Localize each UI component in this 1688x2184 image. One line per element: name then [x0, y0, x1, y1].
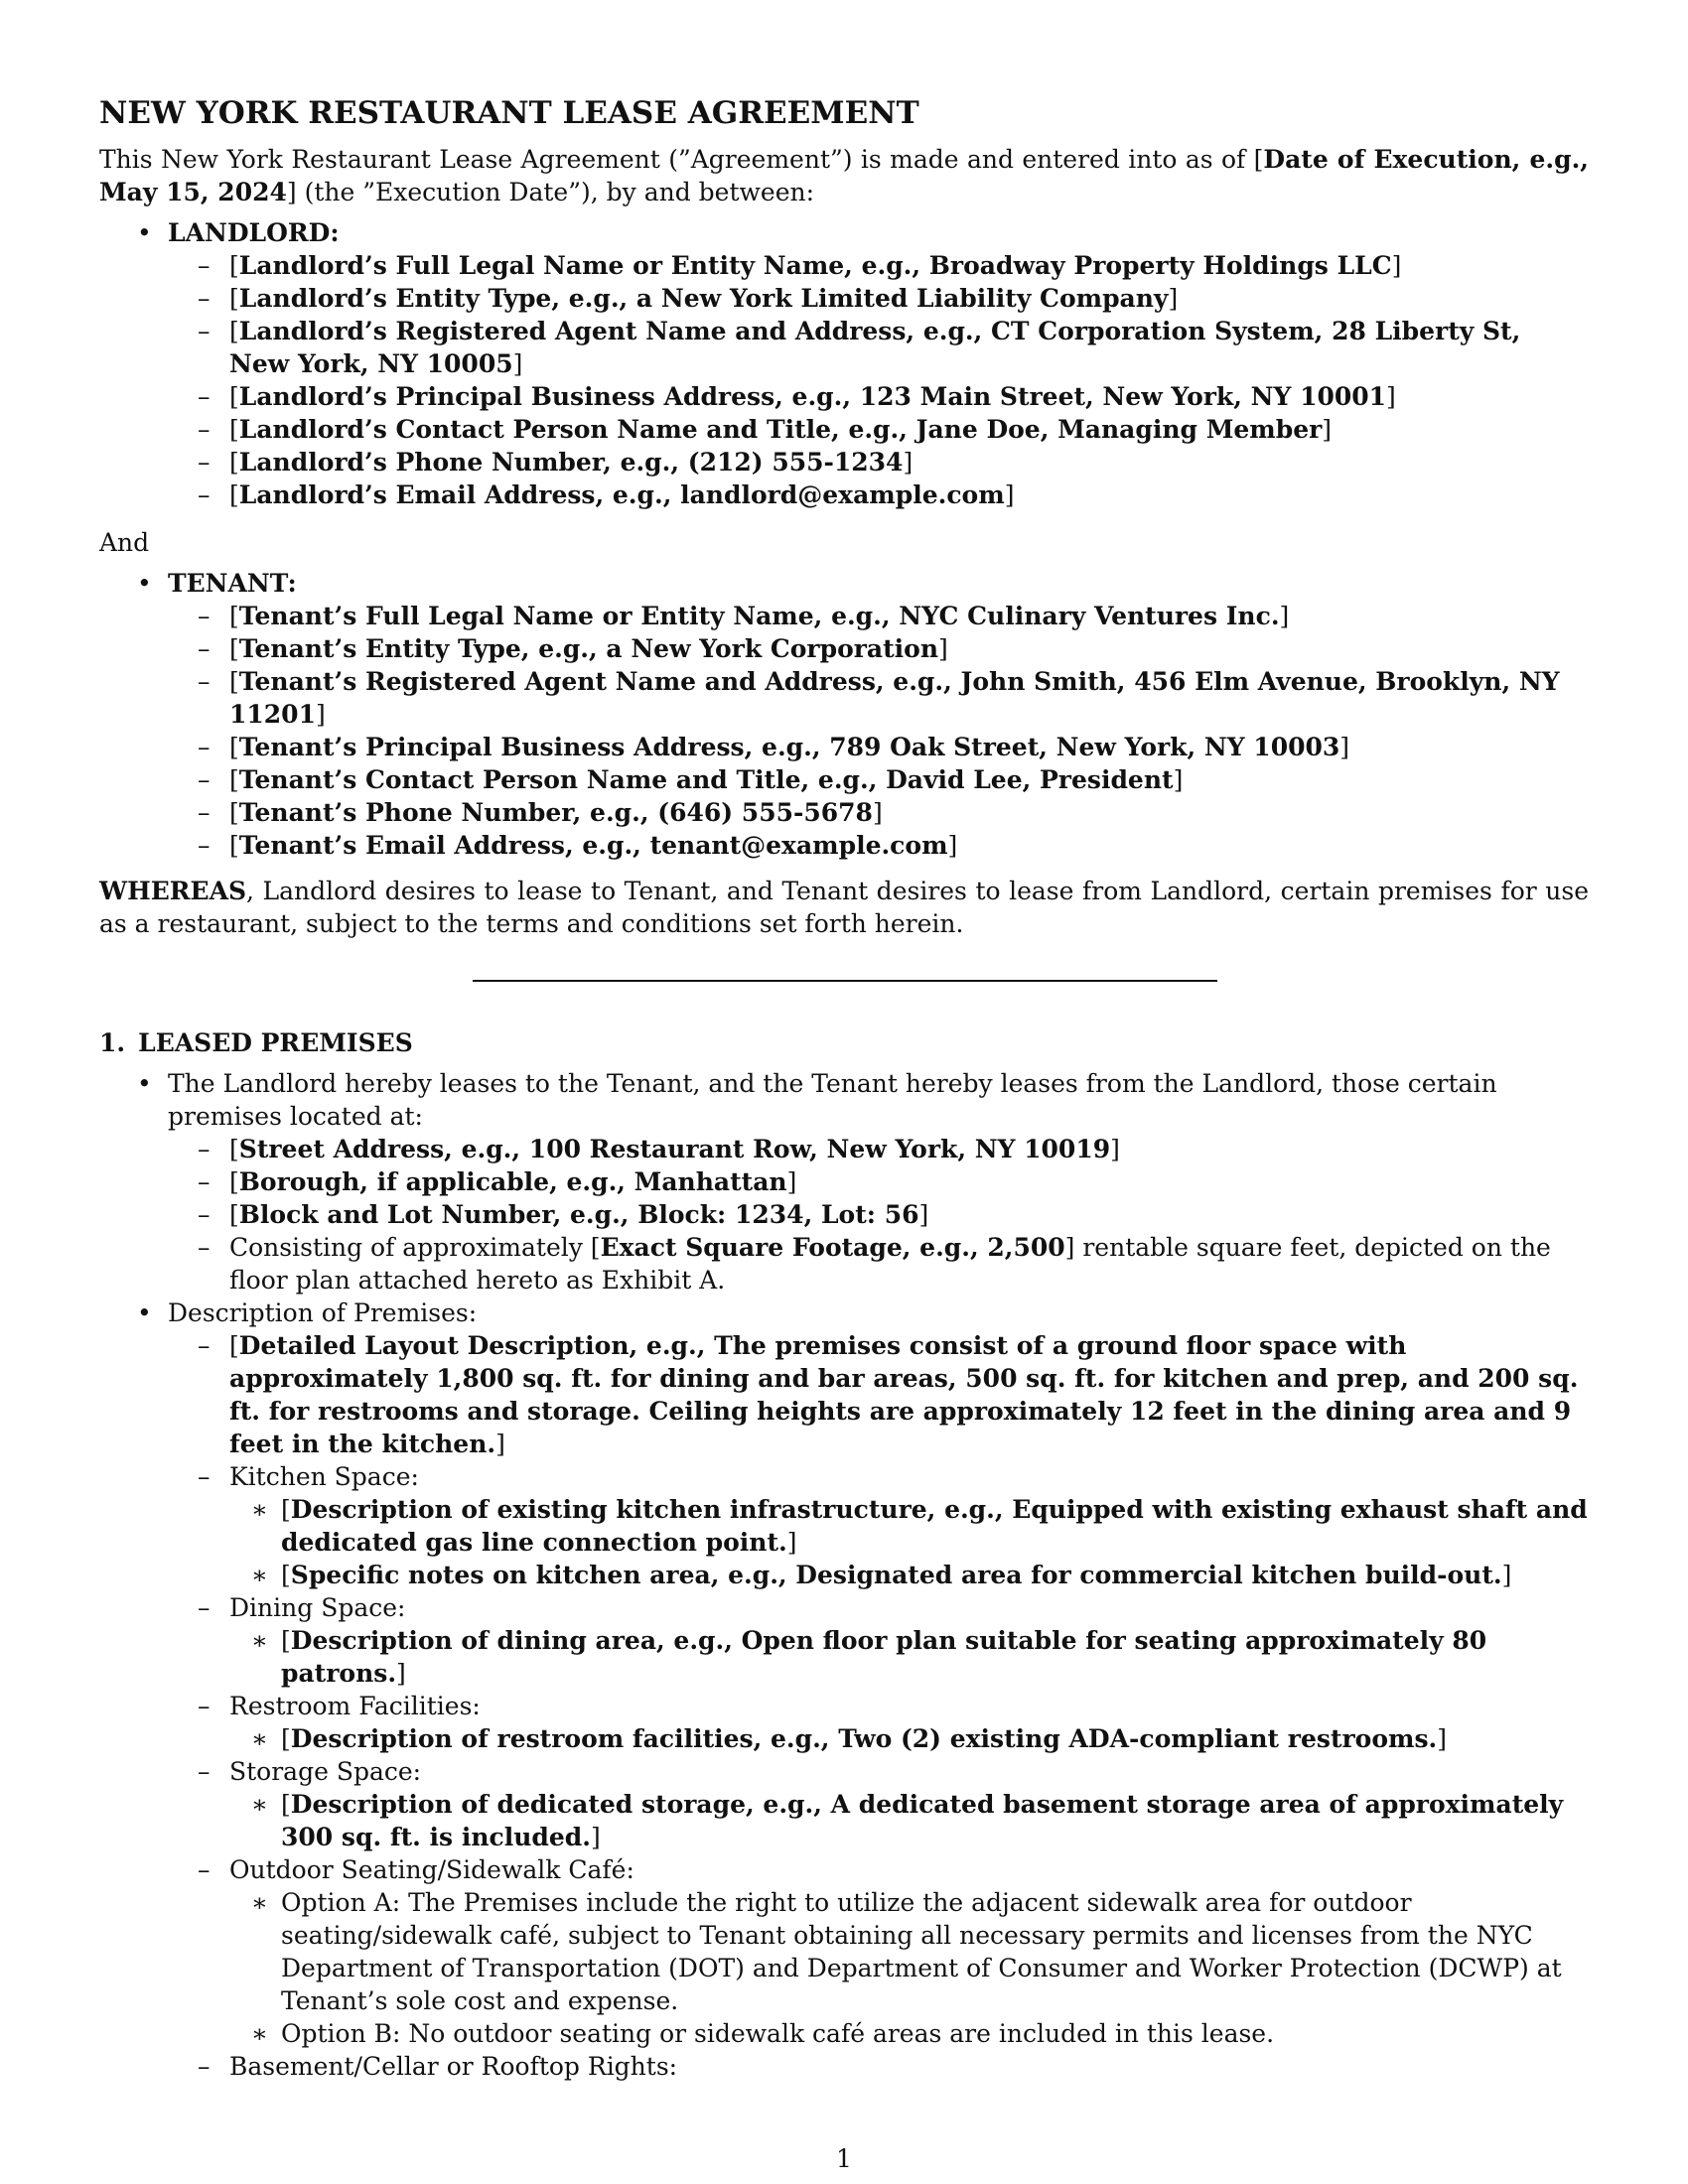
list-item [168, 1231, 1589, 1297]
placeholder: Tenant’s Contact Person Name and Title, e.g., David Lee, President [238, 765, 1174, 794]
list-item: – [Tenant’s Entity Type, e.g., a New York Corporation] [168, 632, 1589, 665]
section-1-list [99, 1067, 1589, 2083]
list-item [229, 2017, 1589, 2050]
basement-label: Basement/Cellar or Rooftop Rights: [229, 2052, 678, 2081]
landlord-label: LANDLORD: [168, 218, 340, 247]
document-body [99, 93, 1589, 2083]
restroom-list [229, 1722, 1589, 1755]
list-item: – [Tenant’s Phone Number, e.g., (646) 555-5678] [168, 796, 1589, 829]
lease-intro-item [99, 1067, 1589, 1297]
intro-text: This New York Restaurant Lease Agreement (”Agreement”) is made and entered into as of [ [99, 145, 1264, 174]
list-item: ∗ [Description of dining area, e.g., Open floor plan suitable for seating approximately 80 patrons.] [229, 1624, 1589, 1690]
outdoor-item [168, 1853, 1589, 2050]
list-item: – [Tenant’s Contact Person Name and Title, e.g., David Lee, President] [168, 763, 1589, 796]
dining-list [229, 1624, 1589, 1690]
kitchen-list [229, 1493, 1589, 1591]
placeholder: Landlord’s Phone Number, e.g., (212) 555-1234 [238, 448, 904, 477]
whereas-paragraph [99, 875, 1589, 940]
intro-text-end: ] (the ”Execution Date”), by and between: [286, 178, 815, 206]
storage-item [168, 1755, 1589, 1853]
list-item: – [Tenant’s Principal Business Address, e.g., 789 Oak Street, New York, NY 10003] [168, 731, 1589, 763]
list-item: – [Landlord’s Entity Type, e.g., a New York Limited Liability Company] [168, 282, 1589, 315]
placeholder: Tenant’s Phone Number, e.g., (646) 555-5678 [238, 798, 873, 827]
section-number: 1. [99, 1028, 126, 1057]
option-b-text: Option B: No outdoor seating or sidewalk café areas are included in this lease. [281, 2019, 1275, 2048]
storage-label: Storage Space: [229, 1757, 422, 1786]
placeholder: Tenant’s Principal Business Address, e.g., 789 Oak Street, New York, NY 10003 [238, 733, 1340, 761]
placeholder: Tenant’s Entity Type, e.g., a New York Corporation [238, 634, 939, 663]
placeholder: Landlord’s Contact Person Name and Title, e.g., Jane Doe, Managing Member [238, 415, 1323, 444]
list-item: – [Landlord’s Contact Person Name and Title, e.g., Jane Doe, Managing Member] [168, 413, 1589, 446]
list-item: ∗ [Description of existing kitchen infrastructure, e.g., Equipped with existing exhaust shaft and dedicated gas line connection point.] [229, 1493, 1589, 1559]
placeholder: Landlord’s Principal Business Address, e.g., 123 Main Street, New York, NY 10001 [238, 382, 1387, 411]
placeholder: Description of restroom facilities, e.g., Two (2) existing ADA-compliant restrooms. [290, 1724, 1438, 1753]
description-list [168, 1329, 1589, 2083]
placeholder: Landlord’s Entity Type, e.g., a New York Limited Liability Company [238, 284, 1169, 313]
storage-list [229, 1788, 1589, 1853]
placeholder: Block and Lot Number, e.g., Block: 1234, Lot: 56 [238, 1200, 919, 1229]
sqft-text: Consisting of approximately [ [229, 1233, 601, 1262]
landlord-block [99, 216, 1589, 511]
outdoor-list [229, 1886, 1589, 2050]
placeholder: Landlord’s Email Address, e.g., landlord@example.com [238, 480, 1005, 509]
placeholder: Specific notes on kitchen area, e.g., Designated area for commercial kitchen build-out. [290, 1561, 1502, 1589]
list-item: – [Landlord’s Principal Business Address, e.g., 123 Main Street, New York, NY 10001] [168, 380, 1589, 413]
placeholder: Exact Square Footage, e.g., 2,500 [600, 1233, 1065, 1262]
placeholder: Description of dedicated storage, e.g., A dedicated basement storage area of approximately 300 sq. ft. is included. [281, 1790, 1564, 1851]
description-label: Description of Premises: [168, 1298, 478, 1327]
placeholder: Description of dining area, e.g., Open floor plan suitable for seating approximately 80 patrons. [281, 1626, 1487, 1688]
placeholder: Landlord’s Registered Agent Name and Address, e.g., CT Corporation System, 28 Liberty St, New York, NY 10005 [229, 317, 1521, 378]
document-title: NEW YORK RESTAURANT LEASE AGREEMENT [99, 95, 919, 131]
kitchen-label: Kitchen Space: [229, 1462, 419, 1491]
placeholder: Tenant’s Email Address, e.g., tenant@example.com [238, 831, 948, 860]
section-divider [473, 980, 1217, 982]
placeholder: Description of existing kitchen infrastructure, e.g., Equipped with existing exhaust shaft and dedicated gas line connection point. [281, 1495, 1588, 1557]
list-item: – [Tenant’s Registered Agent Name and Address, e.g., John Smith, 456 Elm Avenue, Brooklyn, NY 11201] [168, 665, 1589, 731]
list-item: – [Landlord’s Full Legal Name or Entity Name, e.g., Broadway Property Holdings LLC] [168, 249, 1589, 282]
section-title: LEASED PREMISES [138, 1028, 413, 1057]
placeholder: Tenant’s Full Legal Name or Entity Name, e.g., NYC Culinary Ventures Inc. [238, 602, 1280, 630]
list-item: – [Landlord’s Email Address, e.g., landlord@example.com] [168, 478, 1589, 511]
list-item: – [Street Address, e.g., 100 Restaurant Row, New York, NY 10019] [168, 1133, 1589, 1165]
list-item: – [Borough, if applicable, e.g., Manhattan] [168, 1165, 1589, 1198]
tenant-details [168, 600, 1589, 862]
execution-date-placeholder: Date of Execution, e.g., May 15, 2024 [99, 145, 1589, 206]
and-text: And [99, 528, 150, 557]
list-item: – [Block and Lot Number, e.g., Block: 1234, Lot: 56] [168, 1198, 1589, 1231]
page-number: 1 [836, 2144, 852, 2173]
restroom-item [168, 1690, 1589, 1755]
location-list [168, 1133, 1589, 1297]
basement-item [168, 2050, 1589, 2083]
placeholder: Street Address, e.g., 100 Restaurant Row, New York, NY 10019 [238, 1135, 1111, 1163]
list-item: – [Tenant’s Full Legal Name or Entity Name, e.g., NYC Culinary Ventures Inc.] [168, 600, 1589, 632]
outdoor-label: Outdoor Seating/Sidewalk Café: [229, 1855, 634, 1884]
list-item: – [Landlord’s Registered Agent Name and Address, e.g., CT Corporation System, 28 Liberty St, New York, NY 10005] [168, 315, 1589, 380]
section-1-heading [99, 1026, 1589, 1059]
landlord-item [99, 216, 1589, 511]
intro-paragraph [99, 143, 1589, 208]
tenant-block [99, 567, 1589, 862]
sqft-text-end: ] rentable square feet, depicted on the floor plan attached hereto as Exhibit A. [229, 1233, 1551, 1295]
placeholder: Tenant’s Registered Agent Name and Address, e.g., John Smith, 456 Elm Avenue, Brooklyn, NY 11201 [229, 667, 1560, 729]
list-item: – [Landlord’s Phone Number, e.g., (212) 555-1234] [168, 446, 1589, 478]
whereas-text: , Landlord desires to lease to Tenant, and Tenant desires to lease from Landlord, certain premises for use as a restaurant, subject to the terms and conditions set forth herein. [99, 877, 1589, 938]
tenant-label: TENANT: [168, 569, 297, 598]
list-item: – [Tenant’s Email Address, e.g., tenant@example.com] [168, 829, 1589, 862]
landlord-details [168, 249, 1589, 511]
placeholder: Detailed Layout Description, e.g., The premises consist of a ground floor space with approximately 1,800 sq. ft. for dining and bar areas, 500 sq. ft. for kitchen and prep, and 200 sq. ft. for restrooms and storage. Ceiling heights are approximately 12 feet in the dining area and 9 feet in the kitchen. [229, 1331, 1579, 1458]
description-item [99, 1297, 1589, 2083]
dining-label: Dining Space: [229, 1593, 406, 1622]
list-item: ∗ [Description of restroom facilities, e.g., Two (2) existing ADA-compliant restrooms.] [229, 1722, 1589, 1755]
list-item [229, 1886, 1589, 2017]
placeholder: Borough, if applicable, e.g., Manhattan [238, 1167, 787, 1196]
restroom-label: Restroom Facilities: [229, 1692, 481, 1720]
dining-item [168, 1591, 1589, 1690]
list-item: ∗ [Specific notes on kitchen area, e.g., Designated area for commercial kitchen build-out.] [229, 1559, 1589, 1591]
lease-intro-text: The Landlord hereby leases to the Tenant, and the Tenant hereby leases from the Landlord, those certain premises located at: [168, 1069, 1497, 1131]
list-item: – [Detailed Layout Description, e.g., The premises consist of a ground floor space with approximately 1,800 sq. ft. for dining and bar areas, 500 sq. ft. for kitchen and prep, and 200 sq. ft. for restrooms and storage. Ceiling heights are approximately 12 feet in the dining area and 9 feet in the kitchen.] [168, 1329, 1589, 1460]
list-item: ∗ [Description of dedicated storage, e.g., A dedicated basement storage area of approximately 300 sq. ft. is included.] [229, 1788, 1589, 1853]
kitchen-item [168, 1460, 1589, 1591]
whereas-label: WHEREAS [99, 877, 247, 905]
placeholder: Landlord’s Full Legal Name or Entity Name, e.g., Broadway Property Holdings LLC [238, 251, 1392, 280]
tenant-item [99, 567, 1589, 862]
option-a-text: Option A: The Premises include the right to utilize the adjacent sidewalk area for outdoor seating/sidewalk café, subject to Tenant obtaining all necessary permits and licenses from the NYC Department of Transportation (DOT) and Department of Consumer and Worker Protection (DCWP) at Tenant’s sole cost and expense. [281, 1888, 1562, 2015]
